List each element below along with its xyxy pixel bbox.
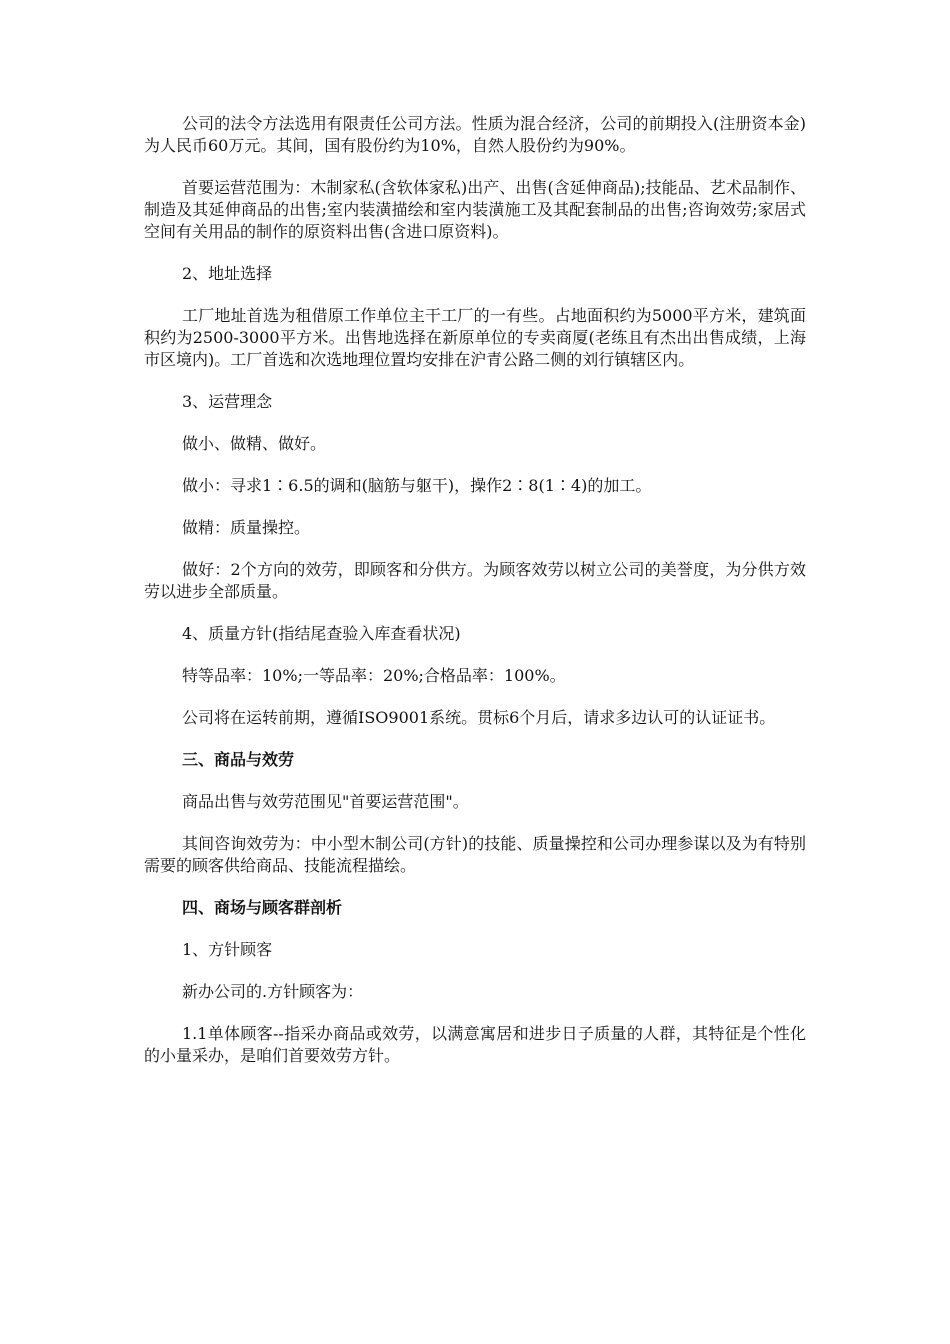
paragraph-philosophy-small: 做小：寻求1∶6.5的调和(脑筋与躯干)，操作2∶8(1∶4)的加工。	[182, 476, 652, 495]
paragraph-philosophy-fine: 做精：质量操控。	[182, 518, 311, 537]
chapter-heading-products-services: 三、商品与效劳	[182, 750, 295, 769]
paragraph-consulting-services: 其间咨询效劳为：中小型木制公司(方针)的技能、质量操控和公司办理参谋以及为有特别需要的顾客供给商品、技能流程描绘。	[144, 834, 806, 875]
paragraph-iso-certification: 公司将在运转前期，遵循ISO9001系统。贯标6个月后，请求多边认可的认证证书。	[182, 708, 776, 727]
document-page	[144, 113, 806, 1087]
paragraph-location-details: 工厂地址首选为租借原工作单位主干工厂的一有些。占地面积约为5000平方米，建筑面积约为2500-3000平方米。出售地选择在新原单位的专卖商厦(老练且有杰出出售成绩，上海市区境内)。工厂首选和次选地理位置均安排在沪青公路二侧的刘行镇辖区内。	[144, 306, 806, 369]
paragraph-product-scope: 商品出售与效劳范围见"首要运营范围"。	[182, 792, 469, 811]
paragraph-business-scope: 首要运营范围为：木制家私(含软体家私)出产、出售(含延伸商品);技能品、艺术品制作、制造及其延伸商品的出售;室内装潢描绘和室内装潢施工及其配套制品的出售;咨询效劳;家居式空间有关用品的制作的原资料出售(含进口原资料)。	[144, 178, 806, 241]
paragraph-target-customers-intro: 新办公司的.方针顾客为：	[182, 982, 364, 1001]
section-heading-philosophy: 3、运营理念	[182, 392, 273, 411]
chapter-heading-market-analysis: 四、商场与顾客群剖析	[182, 898, 343, 917]
paragraph-company-legal-form: 公司的法令方法选用有限责任公司方法。性质为混合经济，公司的前期投入(注册资本金)为人民币60万元。其间，国有股份约为10%，自然人股份约为90%。	[144, 114, 806, 155]
section-heading-quality-policy: 4、质量方针(指结尾查验入库查看状况)	[182, 624, 461, 643]
paragraph-individual-customers: 1.1单体顾客--指采办商品或效劳，以满意寓居和进步日子质量的人群，其特征是个性化的小量采办，是咱们首要效劳方针。	[144, 1024, 806, 1065]
section-heading-target-customers: 1、方针顾客	[182, 940, 273, 959]
paragraph-philosophy-summary: 做小、做精、做好。	[182, 434, 327, 453]
section-heading-location: 2、地址选择	[182, 264, 273, 283]
paragraph-philosophy-good: 做好：2个方向的效劳，即顾客和分供方。为顾客效劳以树立公司的美誉度，为分供方效劳以进步全部质量。	[144, 560, 806, 601]
paragraph-quality-rates: 特等品率：10%;一等品率：20%;合格品率：100%。	[182, 666, 566, 685]
